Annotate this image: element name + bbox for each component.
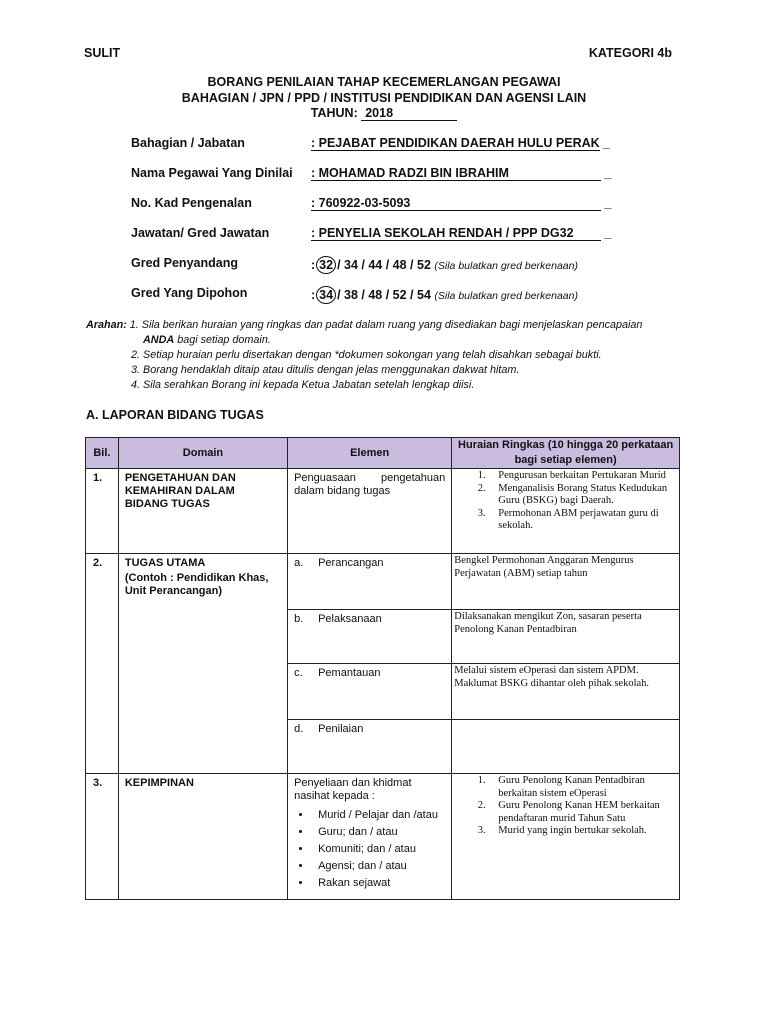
blank-tail: _ — [604, 166, 612, 180]
elemen-cell — [288, 610, 452, 664]
duty-report-table — [85, 437, 680, 900]
list-item: 3. Permohonan ABM perjawatan guru di sekolah. — [488, 508, 677, 533]
element-letter: c. — [294, 667, 303, 679]
header-domain: Domain — [118, 438, 287, 469]
classification-label: SULIT — [84, 46, 121, 60]
list-item: 2. Menganalisis Borang Status Kedudukan Guru (BSKG) bagi Daerah. — [488, 483, 677, 508]
instruction-4: 4. Sila serahkan Borang ini kepada Ketua Jabatan setelah lengkap diisi. — [131, 379, 475, 391]
field-value: : MOHAMAD RADZI BIN IBRAHIM — [311, 167, 601, 181]
domain-title: TUGAS UTAMA — [124, 557, 206, 569]
field-value: : PENYELIA SEKOLAH RENDAH / PPP DG32 — [311, 227, 601, 241]
field-label: Jawatan/ Gred Jawatan — [131, 226, 270, 240]
table-header-row — [86, 438, 680, 469]
blank-tail: _ — [604, 196, 612, 210]
table-row — [86, 469, 680, 554]
element-letter: a. — [294, 557, 304, 569]
huraian-cell: Bengkel Permohonan Anggaran Mengurus Perjawatan (ABM) setiap tahun — [452, 554, 680, 610]
blank-tail: _ — [604, 226, 612, 240]
domain-cell: KEPIMPINAN — [118, 774, 287, 900]
instruction-1: 1. Sila berikan huraian yang ringkas dan padat dalam ruang yang disediakan bagi menjelaskan pencapaian — [129, 319, 643, 331]
huraian-cell — [452, 469, 680, 554]
form-year — [0, 106, 768, 121]
huraian-cell — [452, 720, 680, 774]
instruction-2: 2. Setiap huraian perlu disertakan dengan *dokumen sokongan yang telah disahkan sebagai bukti. — [131, 349, 602, 361]
list-item: • Agensi; dan / atau — [312, 858, 445, 875]
field-label: No. Kad Pengenalan — [131, 196, 252, 210]
huraian-cell: Melalui sistem eOperasi dan sistem APDM. Maklumat BSKG dihantar oleh pihak sekolah. — [452, 664, 680, 720]
circled-grade: 32 — [316, 256, 336, 274]
elemen-intro: Penyeliaan dan khidmat nasihat kepada : — [294, 777, 412, 802]
list-item: • Guru; dan / atau — [312, 824, 445, 841]
header-huraian: Huraian Ringkas (10 hingga 20 perkataan bagi setiap elemen) — [452, 438, 680, 469]
field-value: : 760922-03-5093 — [311, 197, 601, 211]
row-number: 2. — [86, 554, 119, 774]
element-label: Perancangan — [318, 557, 384, 569]
list-item: • Komuniti; dan / atau — [312, 841, 445, 858]
domain-cell: PENGETAHUAN DAN KEMAHIRAN DALAM BIDANG TUGAS — [118, 469, 287, 554]
table-row — [86, 774, 680, 900]
elemen-cell — [288, 720, 452, 774]
header-bil: Bil. — [86, 438, 119, 469]
grade-options: / 34 / 44 / 48 / 52 — [337, 258, 431, 272]
domain-example: (Contoh : Pendidikan Khas, Unit Perancangan) — [124, 572, 269, 597]
instruction-1-tail: bagi setiap domain. — [177, 334, 271, 346]
grade-note: (Sila bulatkan gred berkenaan) — [434, 290, 578, 302]
field-label: Nama Pegawai Yang Dinilai — [131, 166, 293, 180]
list-item: • Murid / Pelajar dan /atau — [312, 807, 445, 824]
list-item: 1. Pengurusan berkaitan Pertukaran Murid — [488, 470, 677, 483]
element-label: Pelaksanaan — [318, 613, 382, 625]
elemen-cell — [288, 774, 452, 900]
row-number: 1. — [86, 469, 119, 554]
element-label: Penilaian — [318, 723, 364, 735]
year-label: TAHUN: — [310, 106, 358, 120]
field-label: Gred Yang Dipohon — [131, 286, 248, 300]
circled-grade: 34 — [316, 286, 336, 304]
grade-options: / 38 / 48 / 52 / 54 — [337, 288, 431, 302]
section-heading: A. LAPORAN BIDANG TUGAS — [86, 408, 264, 422]
list-item: 2. Guru Penolong Kanan HEM berkaitan pendaftaran murid Tahun Satu — [488, 800, 677, 825]
instructions-label: Arahan: — [86, 319, 127, 331]
elemen-cell — [288, 664, 452, 720]
form-page: SULIT KATEGORI 4b BORANG PENILAIAN TAHAP KECEMERLANGAN PEGAWAI BAHAGIAN / JPN / PPD / INSTITUSI PENDIDIKAN DAN AGENSI LAIN TAHUN: 2018 Bahagian / Jabatan : PEJABAT PENDIDIKAN DAERAH HULU PERAK _ Nama Pegawai Yang Dinilai : MOHAMAD RADZI BIN IBRAHIM _ No. Kad Pengenalan : 760922-03-5093 _ Jawatan/ Gred Jawatan : PENYELIA SEKOLAH RENDAH / PPP DG32 _ Gred Penyandang : 32 / 34 / 44 / 48 / 52 (Sila bulatkan gred berkenaan) Gred Yang Dipohon : 34 / 38 / 48 / 52 / 54 (Sila bulatkan gred berkenaan) Arahan: 1. Sila berikan huraian yang ringkas dan padat dalam ruang yang disediakan bagi menjelaskan pencapaian ANDA bagi setiap domain. 2. Setiap huraian perlu disertakan dengan *dokumen sokongan yang telah disahkan sebagai bukti. 3. Borang hendaklah ditaip atau ditulis dengan jelas menggunakan dakwat hitam. 4. Sila serahkan Borang ini kepada Ketua Jabatan setelah lengkap diisi. A. LAPORAN BIDANG TUGAS Bil. Domain Elemen Huraian Ringkas (10 hingga 20 perkataan bagi setiap elemen) 1. PENGETAHUAN DAN KEMAHIRAN DALAM BIDANG TUGAS Penguasaan pengetahuan dalam bidang tugas 1. Pengurusan berkaitan Pertukaran Murid 2. Menganalisis Borang Status Kedudukan Guru (BSKG) bagi Daerah. 3. Permohonan ABM perjawatan guru di sekolah. 2. TUGAS UTAMA (Contoh : Pendidikan Khas, Unit Perancangan) a. Perancangan Bengkel Permohonan Anggaran Mengurus Perjawatan (ABM) setiap tahun b. Pelaksanaan Dilaksanakan mengikut Zon, sasaran peserta Penolong Kanan Pentadbiran c. Pemantauan Melalui sistem eOperasi dan sistem APDM. Maklumat BSKG dihantar oleh pihak sekolah. d. Penilaian 3. KEPIMPINAN Penyeliaan dan khidmat nasihat kepada : • Murid / Pelajar dan /atau • Guru; dan / atau • Komuniti; dan / atau • Agensi; dan / atau • Rakan sejawat 1. Guru Penolong Kanan Pentadbiran berkaitan sistem eOperasi 2. Guru Penolong Kanan HEM berkaitan pendaftaran murid Tahun Satu 3. Murid yang ingin bertukar sekolah. — [0, 0, 768, 1024]
header-elemen: Elemen — [288, 438, 452, 469]
instruction-3: 3. Borang hendaklah ditaip atau ditulis dengan jelas menggunakan dakwat hitam. — [131, 364, 520, 376]
list-item: 1. Guru Penolong Kanan Pentadbiran berkaitan sistem eOperasi — [488, 775, 677, 800]
category-label: KATEGORI 4b — [588, 46, 672, 60]
blank-tail: _ — [603, 136, 611, 150]
row-number: 3. — [86, 774, 119, 900]
elemen-cell — [288, 554, 452, 610]
table-row — [86, 554, 680, 610]
instructions — [86, 318, 686, 393]
huraian-cell: Dilaksanakan mengikut Zon, sasaran peserta Penolong Kanan Pentadbiran — [452, 610, 680, 664]
domain-cell — [118, 554, 287, 774]
year-value: 2018 — [361, 107, 457, 121]
form-subtitle: BAHAGIAN / JPN / PPD / INSTITUSI PENDIDIKAN DAN AGENSI LAIN — [181, 91, 587, 105]
list-item: 3. Murid yang ingin bertukar sekolah. — [488, 825, 677, 838]
field-value: : PEJABAT PENDIDIKAN DAERAH HULU PERAK — [311, 136, 600, 150]
elemen-cell: Penguasaan pengetahuan dalam bidang tugas — [288, 469, 452, 554]
field-label: Gred Penyandang — [131, 256, 238, 270]
list-item: • Rakan sejawat — [312, 875, 445, 892]
field-label: Bahagian / Jabatan — [131, 136, 245, 150]
form-title: BORANG PENILAIAN TAHAP KECEMERLANGAN PEGAWAI — [207, 75, 561, 89]
element-letter: b. — [294, 613, 304, 625]
element-label: Pemantauan — [318, 667, 381, 679]
grade-note: (Sila bulatkan gred berkenaan) — [434, 260, 578, 272]
element-letter: d. — [294, 723, 304, 735]
huraian-cell — [452, 774, 680, 900]
instruction-1-emphasis: ANDA — [143, 334, 175, 346]
